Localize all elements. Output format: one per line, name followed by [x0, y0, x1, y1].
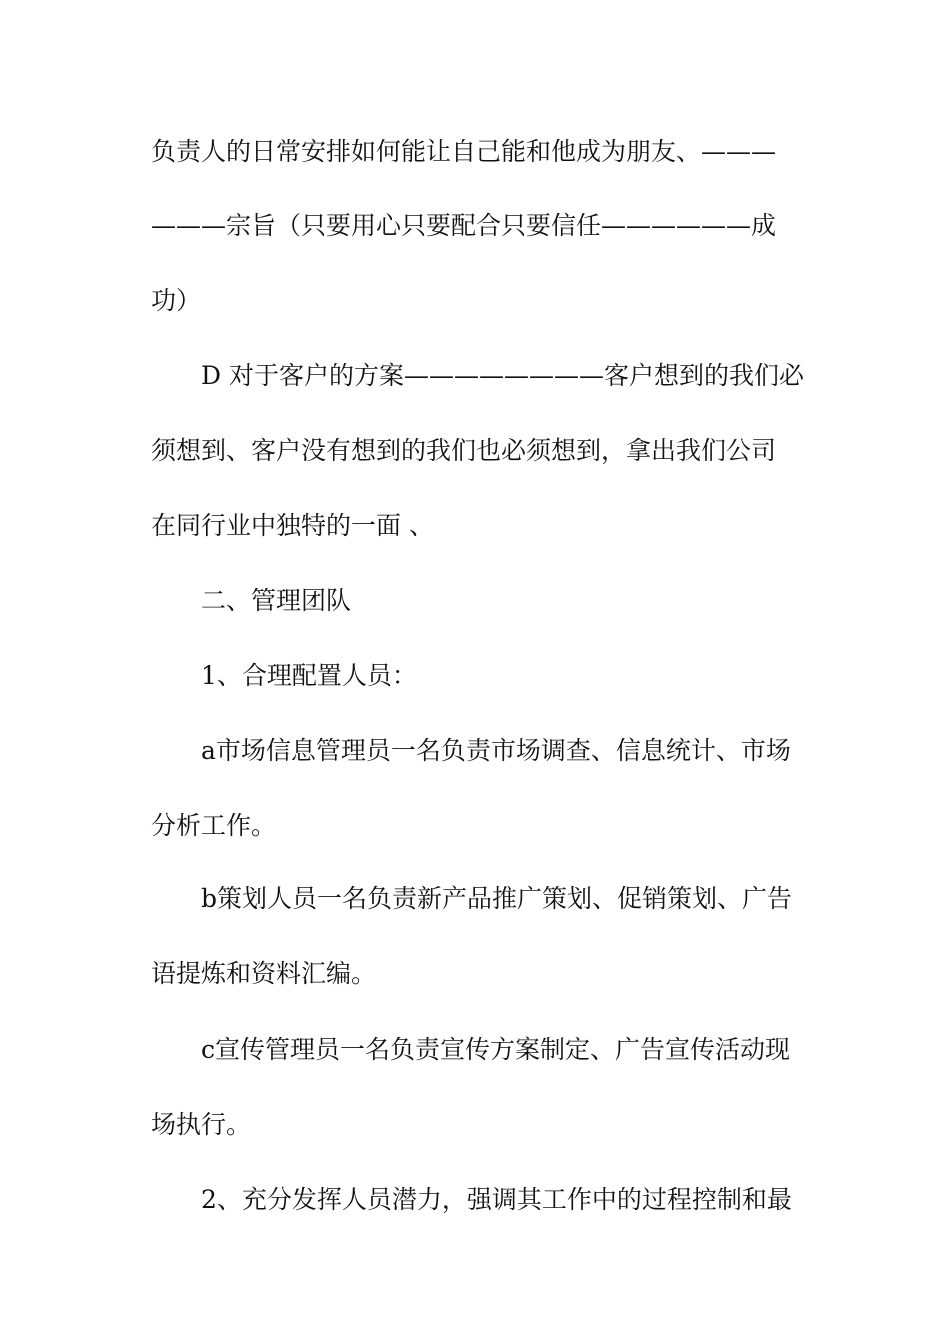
- paragraph-first-line: 2、充分发挥人员潜力，强调其工作中的过程控制和最: [201, 1185, 792, 1214]
- body-text-line: 语提炼和资料汇编。: [151, 959, 377, 988]
- paragraph-first-line: a市场信息管理员一名负责市场调查、信息统计、市场: [201, 736, 791, 765]
- subsection-heading: 1、合理配置人员：: [201, 661, 417, 690]
- body-text-line: 场执行。: [151, 1110, 252, 1139]
- body-text-line: 须想到、客户没有想到的我们也必须想到，拿出我们公司: [151, 436, 777, 465]
- body-text-line: 负责人的日常安排如何能让自己能和他成为朋友、———: [151, 137, 777, 166]
- body-text-line: 功）: [151, 286, 202, 315]
- body-text-line: 分析工作。: [151, 811, 277, 840]
- paragraph-first-line: c宣传管理员一名负责宣传方案制定、广告宣传活动现: [201, 1035, 791, 1064]
- body-text-line: 在同行业中独特的一面 、: [151, 511, 434, 540]
- section-heading: 二、管理团队: [201, 586, 352, 615]
- paragraph-first-line: b策划人员一名负责新产品推广策划、促销策划、广告: [201, 884, 793, 913]
- body-text-line: ———宗旨（只要用心只要配合只要信任——————成: [151, 211, 777, 240]
- paragraph-first-line: D 对于客户的方案————————客户想到的我们必: [201, 361, 804, 390]
